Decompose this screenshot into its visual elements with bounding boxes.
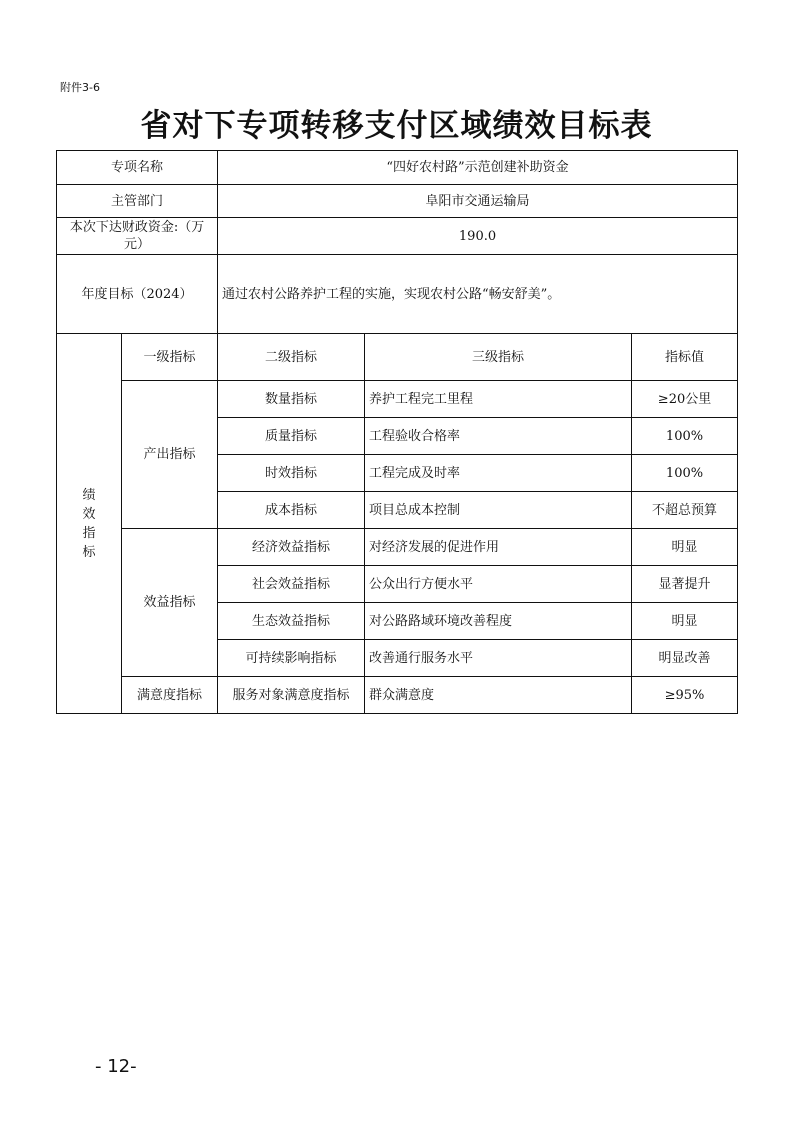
- level2-cell: 经济效益指标: [218, 529, 365, 566]
- header-level3: 三级指标: [365, 334, 632, 381]
- level2-cell: 成本指标: [218, 492, 365, 529]
- goal-value: 通过农村公路养护工程的实施，实现农村公路“畅安舒美”。: [218, 255, 738, 334]
- header-level1: 一级指标: [122, 334, 218, 381]
- level3-cell: 对公路路域环境改善程度: [365, 603, 632, 640]
- output-indicators-group: 产出指标: [122, 381, 218, 529]
- value-cell: 明显: [632, 529, 738, 566]
- table-row: [57, 529, 738, 566]
- indicator-header-row: [57, 334, 738, 381]
- value-cell: 显著提升: [632, 566, 738, 603]
- goal-row: [57, 255, 738, 334]
- level3-cell: 养护工程完工里程: [365, 381, 632, 418]
- level2-cell: 生态效益指标: [218, 603, 365, 640]
- benefit-indicators-group: 效益指标: [122, 529, 218, 677]
- value-cell: 明显改善: [632, 640, 738, 677]
- level2-cell: 服务对象满意度指标: [218, 677, 365, 714]
- project-name-label: 专项名称: [57, 151, 218, 185]
- funds-value: 190.0: [218, 218, 738, 255]
- table-row: [57, 677, 738, 714]
- performance-table: [56, 150, 738, 714]
- level3-cell: 对经济发展的促进作用: [365, 529, 632, 566]
- table-row: [57, 381, 738, 418]
- level3-cell: 工程完成及时率: [365, 455, 632, 492]
- level3-cell: 改善通行服务水平: [365, 640, 632, 677]
- page-number: - 12-: [95, 1056, 137, 1077]
- level2-cell: 数量指标: [218, 381, 365, 418]
- header-level2: 二级指标: [218, 334, 365, 381]
- value-cell: 不超总预算: [632, 492, 738, 529]
- project-name-row: [57, 151, 738, 185]
- attachment-label: 附件3-6: [60, 81, 100, 94]
- value-cell: 100%: [632, 455, 738, 492]
- project-name-value: “四好农村路”示范创建补助资金: [218, 151, 738, 185]
- dept-row: [57, 185, 738, 218]
- level2-cell: 时效指标: [218, 455, 365, 492]
- header-value: 指标值: [632, 334, 738, 381]
- page-title: 省对下专项转移支付区域绩效目标表: [140, 108, 653, 144]
- level3-cell: 群众满意度: [365, 677, 632, 714]
- level3-cell: 公众出行方便水平: [365, 566, 632, 603]
- level2-cell: 社会效益指标: [218, 566, 365, 603]
- value-cell: ≥20公里: [632, 381, 738, 418]
- goal-label: 年度目标（2024）: [57, 255, 218, 334]
- dept-label: 主管部门: [57, 185, 218, 218]
- performance-indicators-label: 绩效指标: [57, 334, 122, 714]
- funds-label: 本次下达财政资金:（万元）: [57, 218, 218, 255]
- value-cell: ≥95%: [632, 677, 738, 714]
- dept-value: 阜阳市交通运输局: [218, 185, 738, 218]
- satisfaction-indicators-group: 满意度指标: [122, 677, 218, 714]
- value-cell: 100%: [632, 418, 738, 455]
- level3-cell: 工程验收合格率: [365, 418, 632, 455]
- value-cell: 明显: [632, 603, 738, 640]
- level3-cell: 项目总成本控制: [365, 492, 632, 529]
- funds-row: [57, 218, 738, 255]
- level2-cell: 质量指标: [218, 418, 365, 455]
- level2-cell: 可持续影响指标: [218, 640, 365, 677]
